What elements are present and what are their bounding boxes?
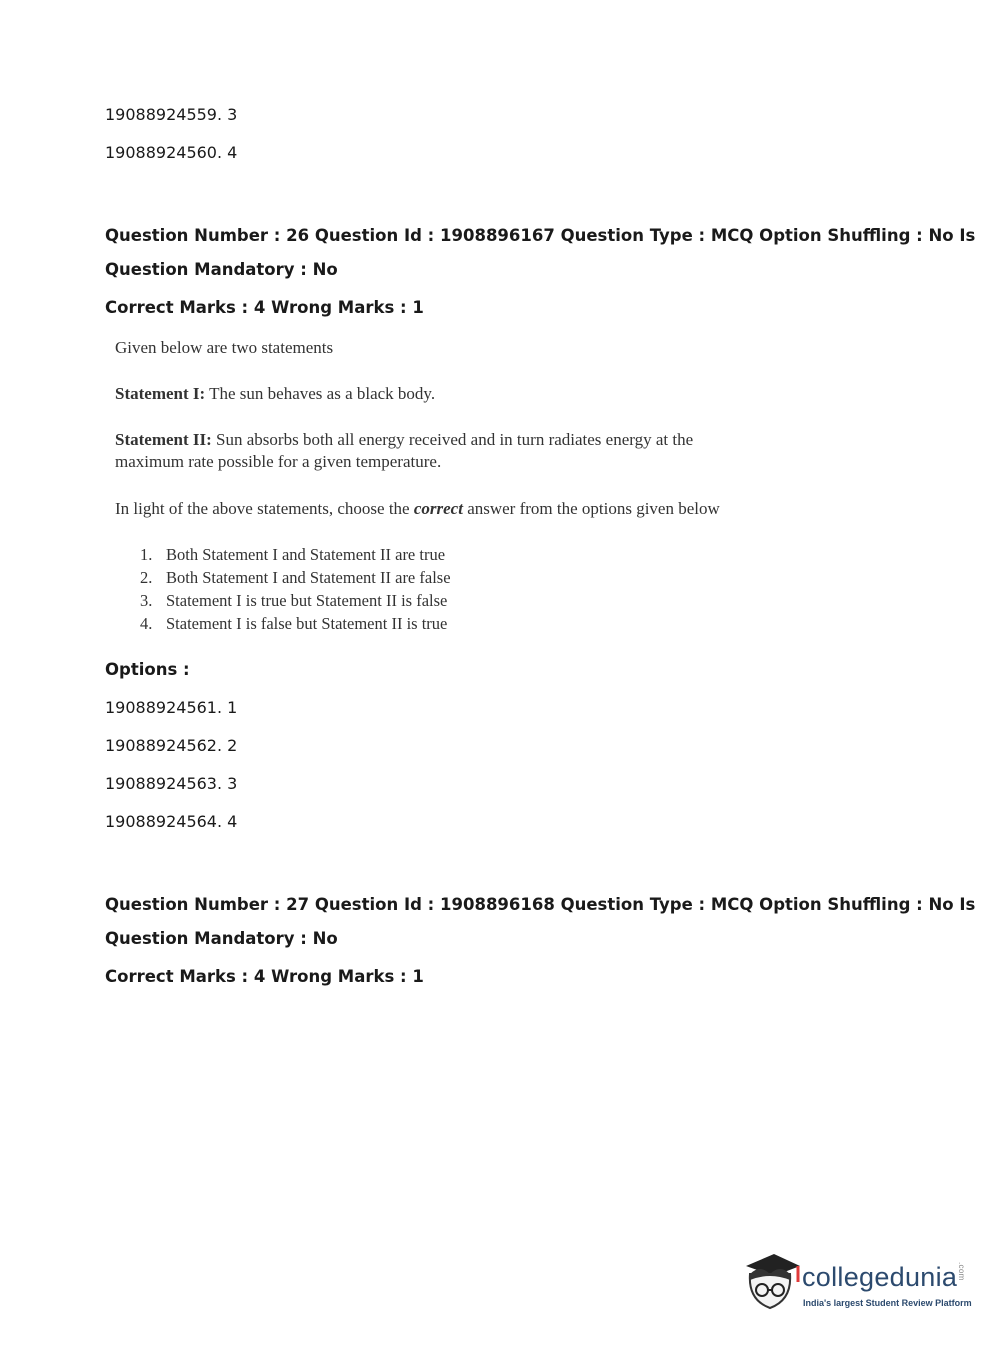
logo-wordmark: [802, 1262, 966, 1293]
collegedunia-logo: [740, 1250, 980, 1320]
choice-item: [140, 566, 451, 589]
statement-1: [115, 383, 435, 405]
statement-2: [115, 429, 693, 473]
logo-name: collegedunia: [802, 1262, 958, 1292]
logo-suffix: .com: [957, 1262, 967, 1281]
choice-item: [140, 612, 451, 635]
choice-number: 4.: [140, 614, 153, 633]
question-prompt: [115, 498, 720, 520]
statement-2-label: Statement II:: [115, 430, 212, 449]
choice-item: [140, 543, 451, 566]
option-line: 19088924559. 3: [105, 105, 238, 124]
choice-number: 1.: [140, 545, 153, 564]
question-marks: Correct Marks : 4 Wrong Marks : 1: [105, 298, 424, 317]
prompt-text: In light of the above statements, choose the: [115, 499, 414, 518]
statement-1-text: The sun behaves as a black body.: [205, 384, 436, 403]
question-mandatory: Question Mandatory : No: [105, 260, 338, 279]
choice-text: Statement I is true but Statement II is false: [166, 591, 448, 610]
logo-tagline: India's largest Student Review Platform: [803, 1298, 972, 1308]
option-line: 19088924562. 2: [105, 736, 238, 755]
options-label: Options :: [105, 660, 190, 679]
question-header: Question Number : 26 Question Id : 1908896167 Question Type : MCQ Option Shuffling : No Is: [105, 226, 976, 245]
question-marks: Correct Marks : 4 Wrong Marks : 1: [105, 967, 424, 986]
choice-text: Both Statement I and Statement II are true: [166, 545, 446, 564]
option-line: 19088924561. 1: [105, 698, 238, 717]
prompt-text-end: answer from the options given below: [462, 499, 720, 518]
choice-text: Statement I is false but Statement II is true: [166, 614, 448, 633]
choice-list: [140, 543, 451, 635]
mascot-icon: [740, 1250, 802, 1312]
prompt-emphasis: correct: [413, 499, 463, 518]
option-line: 19088924563. 3: [105, 774, 238, 793]
choice-item: [140, 589, 451, 612]
question-intro: Given below are two statements: [115, 338, 334, 357]
choice-number: 3.: [140, 591, 153, 610]
option-line: 19088924564. 4: [105, 812, 238, 831]
question-header: Question Number : 27 Question Id : 1908896168 Question Type : MCQ Option Shuffling : No Is: [105, 895, 976, 914]
choice-text: Both Statement I and Statement II are false: [166, 568, 451, 587]
statement-2-text: Sun absorbs both all energy received and in turn radiates energy at the: [211, 430, 694, 449]
option-line: 19088924560. 4: [105, 143, 238, 162]
choice-number: 2.: [140, 568, 153, 587]
question-mandatory: Question Mandatory : No: [105, 929, 338, 948]
statement-2-text-cont: maximum rate possible for a given temperature.: [115, 452, 442, 471]
statement-1-label: Statement I:: [115, 384, 206, 403]
